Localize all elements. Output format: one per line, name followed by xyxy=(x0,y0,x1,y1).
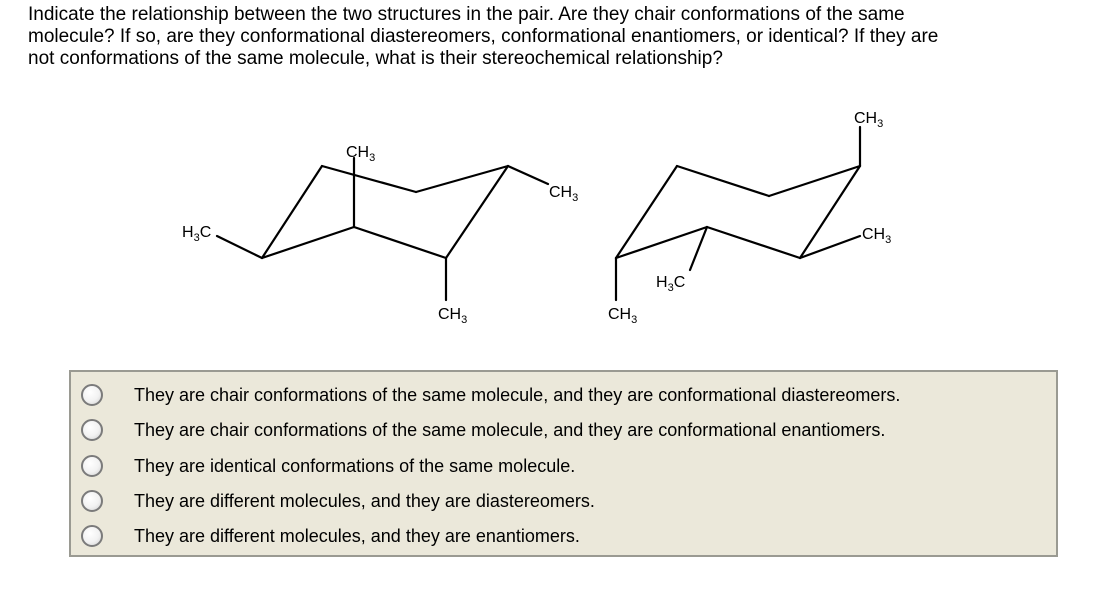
right-h3c-mid-label: $H_3C$ xyxy=(656,274,686,294)
choice-label[interactable]: They are chair conformations of the same molecule, and they are conformational enantiomers. xyxy=(134,420,886,440)
right-ring-bond xyxy=(616,166,677,258)
left-ch3-bottom-label: $CH_3$ xyxy=(438,306,468,326)
left-ring-bond xyxy=(354,227,446,258)
left-ring-bond xyxy=(262,166,322,258)
choice-label[interactable]: They are identical conformations of the same molecule. xyxy=(134,456,576,476)
radio-button-icon[interactable] xyxy=(81,384,103,406)
right-ch3-right-label: $CH_3$ xyxy=(862,226,892,246)
choice-label[interactable]: They are different molecules, and they are diastereomers. xyxy=(134,491,595,511)
left-chair-structure xyxy=(182,144,578,326)
radio-button-icon[interactable] xyxy=(81,419,103,441)
right-ring-bond xyxy=(677,166,769,196)
question-line-2: molecule? If so, are they conformational diastereomers, conformational enantiomers, or identical? If they are xyxy=(28,26,939,47)
radio-button-icon[interactable] xyxy=(81,490,103,512)
right-ch3-top-label: $CH_3$ xyxy=(854,110,884,130)
right-ring-bond xyxy=(769,166,860,196)
left-ring-bond xyxy=(262,227,354,258)
choice-option[interactable] xyxy=(81,522,580,550)
choice-option[interactable] xyxy=(81,381,900,409)
choice-option[interactable] xyxy=(81,487,595,515)
radio-button-icon[interactable] xyxy=(81,455,103,477)
right-ring-bond xyxy=(616,227,707,258)
radio-button-icon[interactable] xyxy=(81,525,103,547)
left-h3c-left-label: $H_3C$ xyxy=(182,224,212,244)
chair-structures-figure xyxy=(0,100,1096,340)
left-substituent-bond xyxy=(217,236,262,258)
left-ring-bond xyxy=(322,166,416,192)
choice-option[interactable] xyxy=(81,416,885,444)
right-ring-bond xyxy=(800,166,860,258)
right-substituent-bond xyxy=(690,227,707,270)
left-ch3-right-label: $CH_3$ xyxy=(549,184,579,204)
choice-option[interactable] xyxy=(81,452,575,480)
left-ch3-top-label: $CH_3$ xyxy=(346,144,376,164)
choice-label[interactable]: They are different molecules, and they are enantiomers. xyxy=(134,526,580,546)
right-chair-structure xyxy=(608,110,891,326)
right-ch3-bottom-label: $CH_3$ xyxy=(608,306,638,326)
answer-choices-panel xyxy=(69,370,1058,557)
question-text xyxy=(28,4,1078,70)
left-substituent-bond xyxy=(508,166,548,184)
question-line-1: Indicate the relationship between the two structures in the pair. Are they chair conformations of the same xyxy=(28,4,905,25)
right-ring-bond xyxy=(707,227,800,258)
question-line-3: not conformations of the same molecule, what is their stereochemical relationship? xyxy=(28,48,723,69)
right-substituent-bond xyxy=(800,236,860,258)
choice-label[interactable]: They are chair conformations of the same molecule, and they are conformational diastereomers. xyxy=(134,385,901,405)
